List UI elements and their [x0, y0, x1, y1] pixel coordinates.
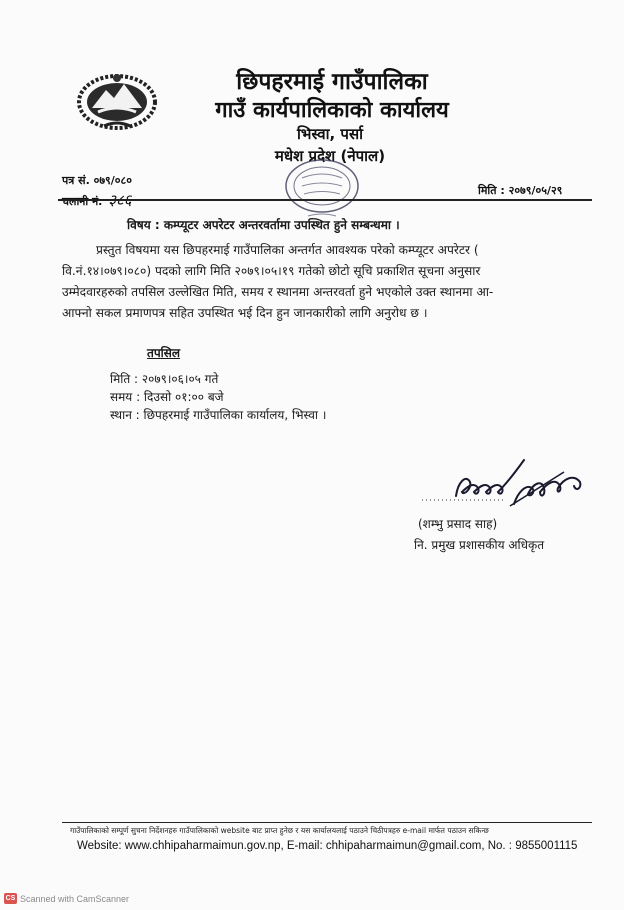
chalani-value: ३८६: [108, 191, 132, 209]
signatory-title: नि. प्रमुख प्रशासकीय अधिकृत: [414, 538, 545, 552]
body-line-2: वि.नं.१४।०७९।०८०) पदको लागि मिति २०७९।०५।१९ गतेको छोटो सूचि प्रकाशित सूचना अनुसार: [62, 264, 481, 278]
patra-number: पत्र सं. ०७९/०८०: [62, 174, 132, 187]
interview-date: मिति : २०७९।०६।०५ गते: [110, 372, 219, 386]
scanner-watermark: [4, 893, 129, 904]
interview-time: समय : दिउसो ०१:०० बजे: [110, 390, 224, 404]
footer-contact: Website: www.chhipaharmaimun.gov.np, E-mail: chhipaharmaimun@gmail.com, No. : 9855001115: [77, 840, 578, 852]
municipality-name: छिपहरमाई गाउँपालिका: [236, 69, 428, 95]
header-divider: [58, 199, 592, 201]
body-line-4: आफ्नो सकल प्रमाणपत्र सहित उपस्थित भई दिन हुन जानकारीको लागि अनुरोध छ ।: [62, 306, 428, 320]
chalani-label: चलानी नं.: [62, 195, 103, 208]
tapasil-heading: तपसिल: [147, 346, 181, 360]
camscanner-icon: CS: [5, 895, 16, 902]
subject-line: विषय : कम्प्यूटर अपरेटर अन्तरवर्तामा उपस्थित हुने सम्बन्धमा ।: [127, 218, 400, 232]
footer-divider: [62, 822, 592, 823]
body-paragraph: [62, 240, 592, 324]
signatory-name: (शम्भु प्रसाद साह): [418, 517, 498, 531]
body-line-1: प्रस्तुत विषयमा यस छिपहरमाई गाउँपालिका अन्तर्गत आवश्यक परेको कम्प्यूटर अपरेटर (: [96, 243, 479, 257]
letter-date: मिति : २०७९/०५/२९: [478, 184, 563, 197]
office-location: भिस्वा, पर्सा: [297, 125, 363, 143]
office-name: गाउँ कार्यपालिकाको कार्यालय: [215, 98, 449, 123]
province-name: मधेश प्रदेश (नेपाल): [274, 147, 386, 165]
body-line-3: उम्मेदवारहरुको तपसिल उल्लेखित मिति, समय र स्थानमा अन्तरवर्ता हुने भएकोले उक्त स्थानमा आ-: [62, 285, 494, 299]
interview-place: स्थान : छिपहरमाई गाउँपालिका कार्यालय, भिस्वा ।: [110, 408, 327, 422]
footer-note: गाउँपालिकाको सम्पूर्ण सुचना निर्देशनहरु गाउँपालिकाको website बाट प्राप्त हुनेछ र यस कार्यालयलाई पठाउने चिठीपत्रहरु e-mail मार्फत पठाउन सकिन्छ: [70, 826, 489, 835]
handwritten-signature: [414, 452, 594, 512]
scanner-label: Scanned with CamScanner: [20, 893, 130, 904]
